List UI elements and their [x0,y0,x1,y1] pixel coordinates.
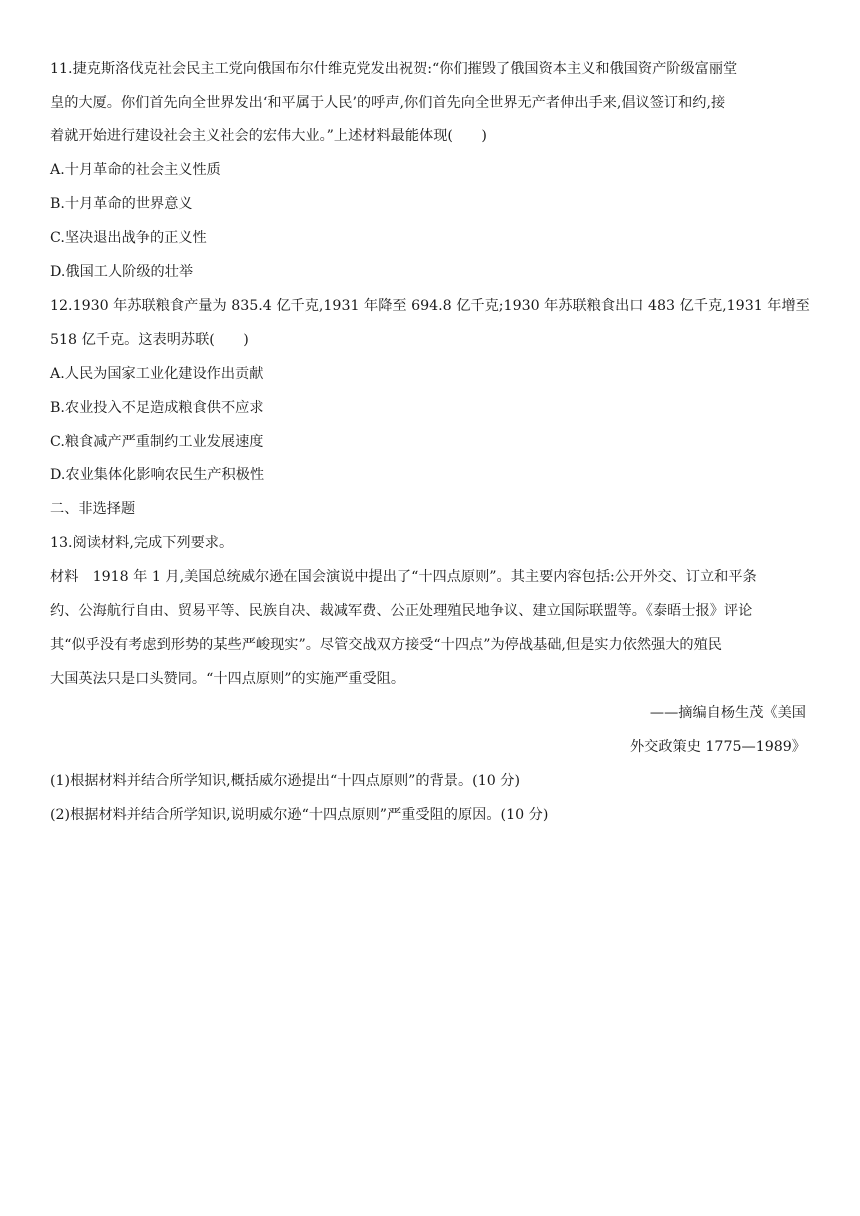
q12-option-b: B.农业投入不足造成粮食供不应求 [50,400,264,416]
q13-material-line-4: 大国英法只是口头赞同。“十四点原则”的实施严重受阻。 [50,671,406,687]
q11-option-c: C.坚决退出战争的正义性 [50,230,207,246]
q11-stem-line-2: 皇的大厦。你们首先向全世界发出‘和平属于人民’的呼声,你们首先向全世界无产者伸出手来,倡议签订和约,接 [50,95,726,111]
q13-source-line-1: ——摘编自杨生茂《美国 [649,705,806,721]
q13-source-line-2: 外交政策史 1775—1989》 [629,739,806,755]
q11-stem-line-3: 着就开始进行建设社会主义社会的宏伟大业。”上述材料最能体现( ) [50,128,487,144]
q13-material-line-3: 其“似乎没有考虑到形势的某些严峻现实”。尽管交战双方接受“十四点”为停战基础,但是实力依然强大的殖民 [50,637,722,653]
q13-material-line-2: 约、公海航行自由、贸易平等、民族自决、裁减军费、公正处理殖民地争议、建立国际联盟等。《泰晤士报》评论 [50,603,753,619]
q13-subquestion-1: (1)根据材料并结合所学知识,概括威尔逊提出“十四点原则”的背景。(10 分) [50,773,520,789]
q11-option-d: D.俄国工人阶级的壮举 [50,264,194,280]
q13-material-line-1: 材料 1918 年 1 月,美国总统威尔逊在国会演说中提出了“十四点原则”。其主要内容包括:公开外交、订立和平条 [50,569,757,585]
q13-stem: 13.阅读材料,完成下列要求。 [50,535,234,551]
q13-subquestion-2: (2)根据材料并结合所学知识,说明威尔逊“十四点原则”严重受阻的原因。(10 分) [50,807,549,823]
q12-option-c: C.粮食减产严重制约工业发展速度 [50,434,264,450]
q12-option-a: A.人民为国家工业化建设作出贡献 [50,366,264,382]
q11-option-b: B.十月革命的世界意义 [50,196,193,212]
section-2-title: 二、非选择题 [50,501,136,517]
q12-option-d: D.农业集体化影响农民生产积极性 [50,467,265,483]
q11-stem-line-1: 11.捷克斯洛伐克社会民主工党向俄国布尔什维克党发出祝贺:“你们摧毁了俄国资本主义和俄国资产阶级富丽堂 [50,61,738,77]
q12-stem-line-2: 518 亿千克。这表明苏联( ) [50,332,249,348]
q12-stem-line-1: 12.1930 年苏联粮食产量为 835.4 亿千克,1931 年降至 694.8 亿千克;1930 年苏联粮食出口 483 亿千克,1931 年增至 [50,298,810,314]
q11-option-a: A.十月革命的社会主义性质 [50,162,221,178]
